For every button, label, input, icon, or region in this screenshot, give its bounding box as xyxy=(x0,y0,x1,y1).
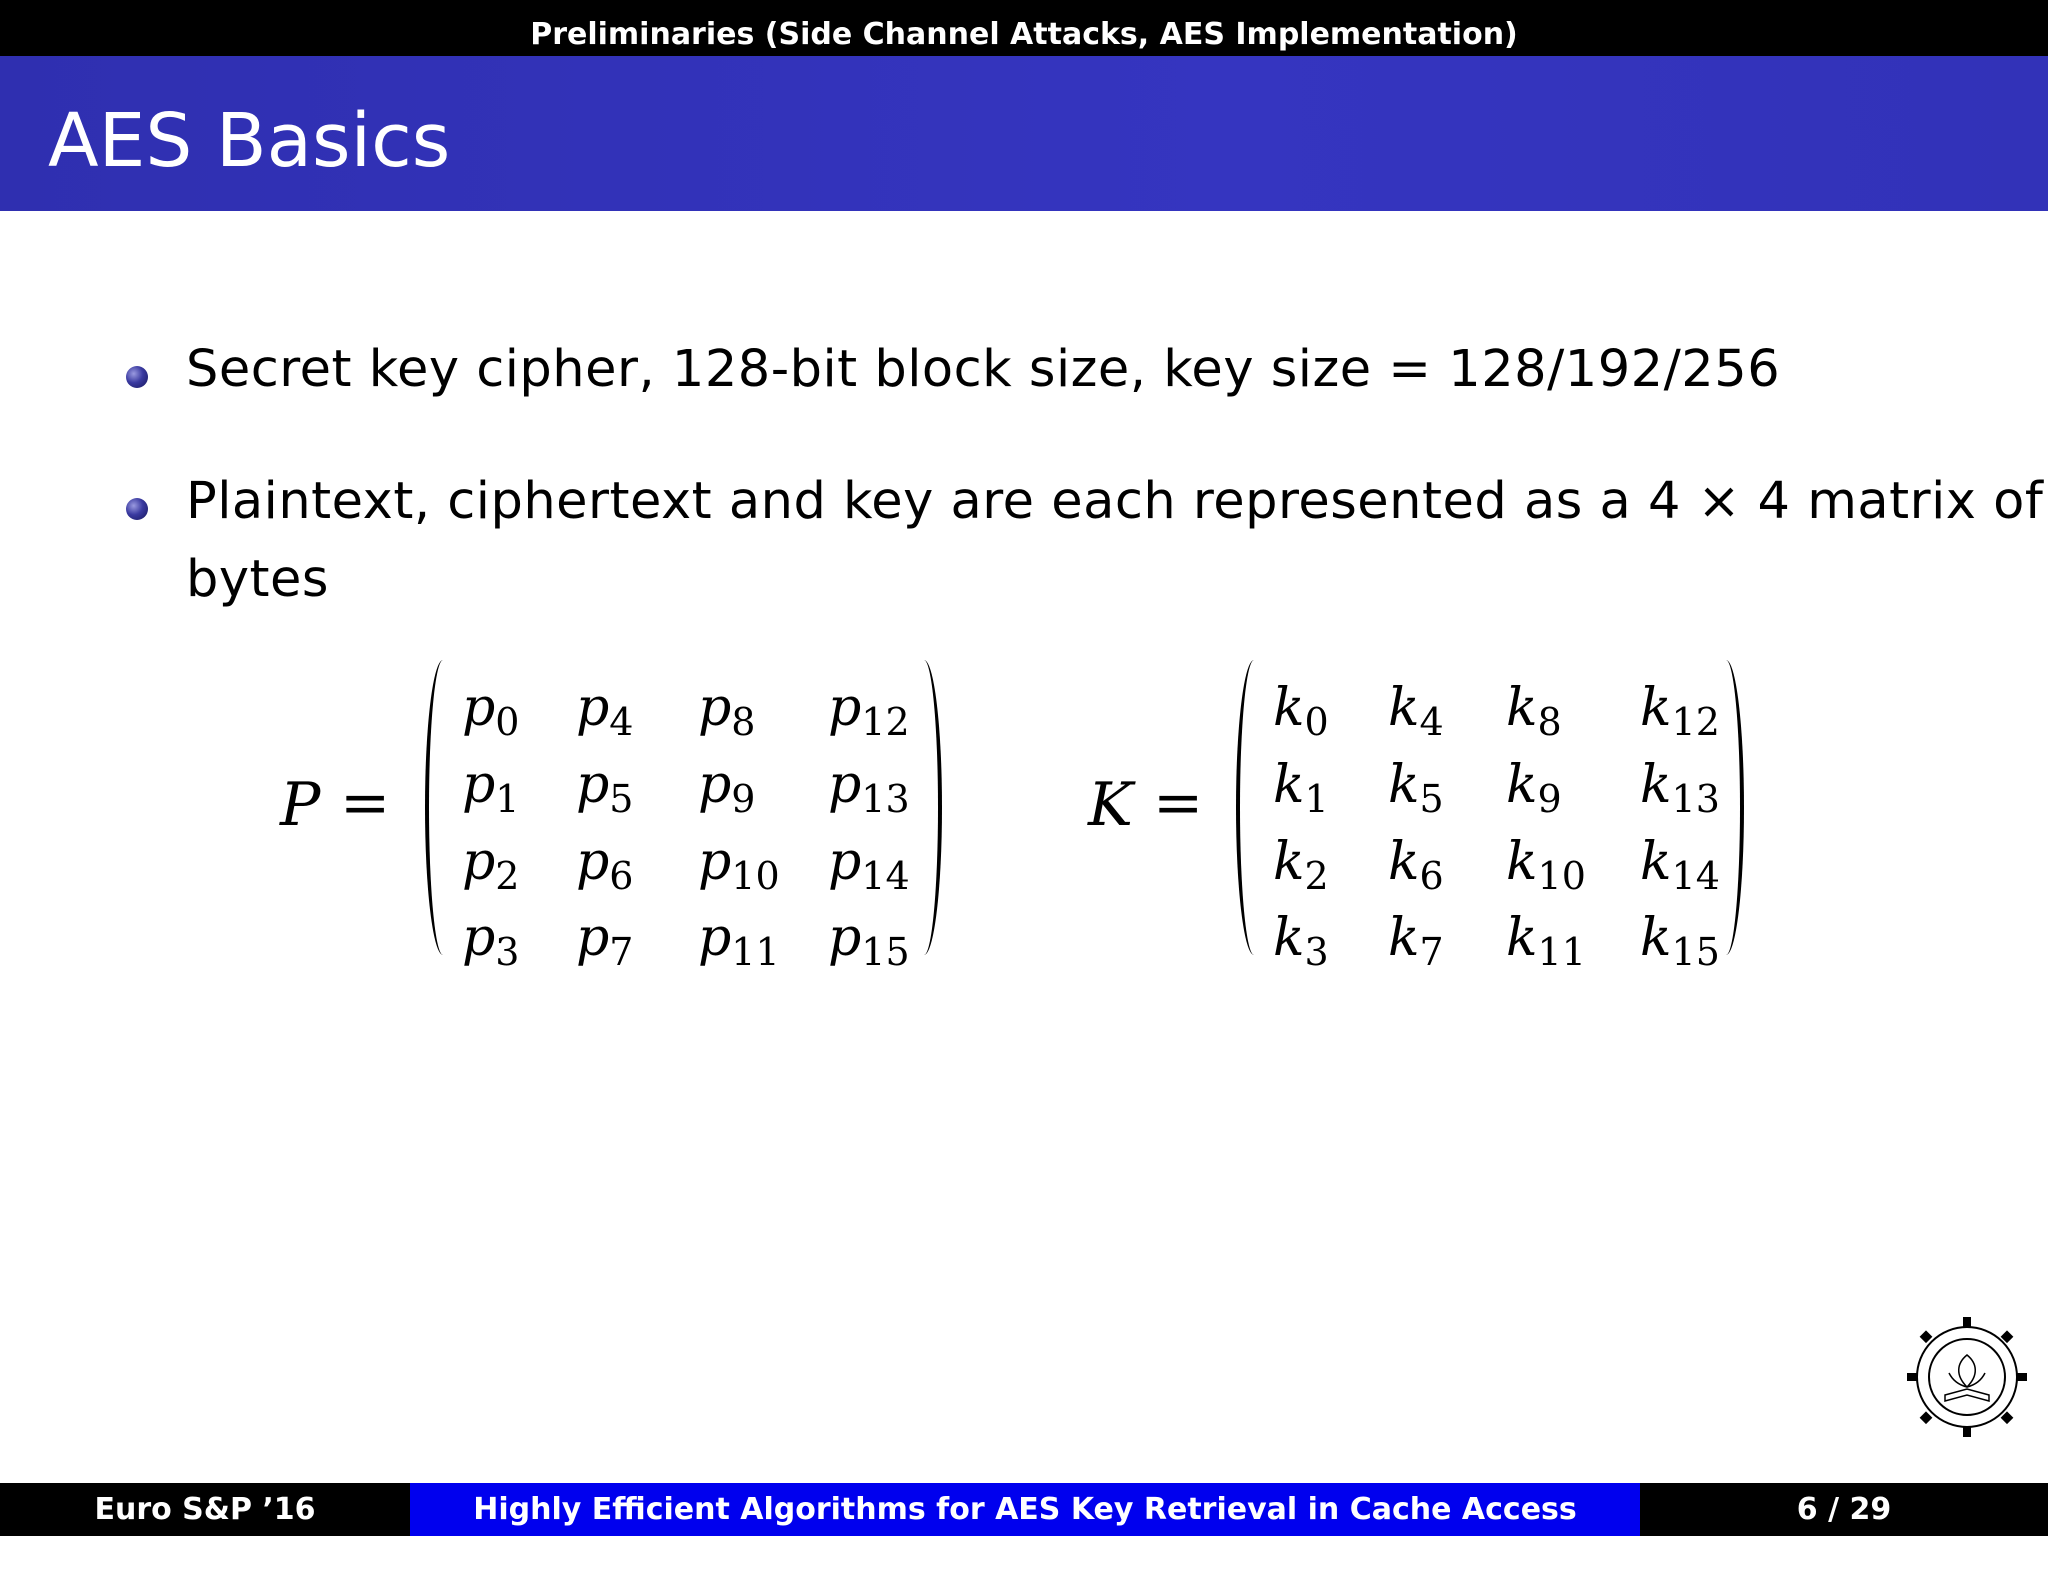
matrix-cell: $p_7$ xyxy=(576,908,634,974)
matrix-cell: $p_3$ xyxy=(462,908,520,974)
matrix-cell: $p_{10}$ xyxy=(698,832,780,898)
matrix-symbol: P xyxy=(280,770,321,840)
matrix-cell: $p_{12}$ xyxy=(828,678,910,744)
bullet-icon xyxy=(126,498,148,520)
matrix-cell: $k_6$ xyxy=(1388,832,1444,898)
matrix-cell: $k_4$ xyxy=(1388,678,1444,744)
matrix-cell: $p_{13}$ xyxy=(828,755,910,821)
matrix-cell: $k_3$ xyxy=(1273,908,1329,974)
footer-paper-title: Highly Efficient Algorithms for AES Key Retrieval in Cache Access Attacks xyxy=(410,1483,1640,1536)
matrix-symbol: K xyxy=(1088,770,1133,840)
matrix-cell: $p_{15}$ xyxy=(828,908,910,974)
matrix-cell: $p_1$ xyxy=(462,755,520,821)
footer-page-number: 6 / 29 xyxy=(1640,1483,2048,1536)
bullet-text-1: Secret key cipher, 128-bit block size, key size = 128/192/256 xyxy=(186,340,1781,399)
matrix-cell: $p_{14}$ xyxy=(828,832,910,898)
plaintext-matrix xyxy=(280,640,960,974)
matrix-cell: $p_{11}$ xyxy=(698,908,780,974)
matrix-cell: $p_2$ xyxy=(462,832,520,898)
matrix-cell: $k_8$ xyxy=(1506,678,1562,744)
matrix-cell: $k_{11}$ xyxy=(1506,908,1586,974)
matrix-cell: $k_{13}$ xyxy=(1640,755,1720,821)
left-paren xyxy=(1236,660,1266,955)
matrix-cell: $k_2$ xyxy=(1273,832,1329,898)
slide-title: AES Basics xyxy=(48,98,451,184)
matrix-cell: $k_{10}$ xyxy=(1506,832,1586,898)
footer xyxy=(0,1483,2048,1580)
section-header: Preliminaries (Side Channel Attacks, AES Implementation) xyxy=(0,0,2048,56)
matrix-cell: $k_5$ xyxy=(1388,755,1444,821)
matrix-cell: $p_9$ xyxy=(698,755,756,821)
matrix-cell: $k_0$ xyxy=(1273,678,1329,744)
title-bar xyxy=(0,56,2048,211)
equals-sign: = xyxy=(340,768,391,838)
matrix-cell: $p_6$ xyxy=(576,832,634,898)
matrix-cell: $k_{14}$ xyxy=(1640,832,1720,898)
bullet-text-2: Plaintext, ciphertext and key are each represented as a 4 × 4 matrix of xyxy=(186,472,2044,531)
matrix-cell: $k_{15}$ xyxy=(1640,908,1720,974)
matrix-cell: $p_0$ xyxy=(462,678,520,744)
bullet-text-2-cont: bytes xyxy=(186,550,329,609)
left-paren xyxy=(425,660,455,955)
key-matrix xyxy=(1088,640,1768,974)
matrix-cell: $p_4$ xyxy=(576,678,634,744)
matrix-cell: $p_5$ xyxy=(576,755,634,821)
footer-venue: Euro S&P ’16 xyxy=(0,1483,410,1536)
matrix-cell: $p_8$ xyxy=(698,678,756,744)
right-paren xyxy=(912,660,942,955)
bullet-icon xyxy=(126,366,148,388)
institute-logo-icon xyxy=(1905,1315,2029,1439)
equals-sign: = xyxy=(1153,768,1204,838)
matrix-cell: $k_7$ xyxy=(1388,908,1444,974)
matrix-cell: $k_1$ xyxy=(1273,755,1329,821)
matrix-cell: $k_9$ xyxy=(1506,755,1562,821)
matrix-cell: $k_{12}$ xyxy=(1640,678,1720,744)
